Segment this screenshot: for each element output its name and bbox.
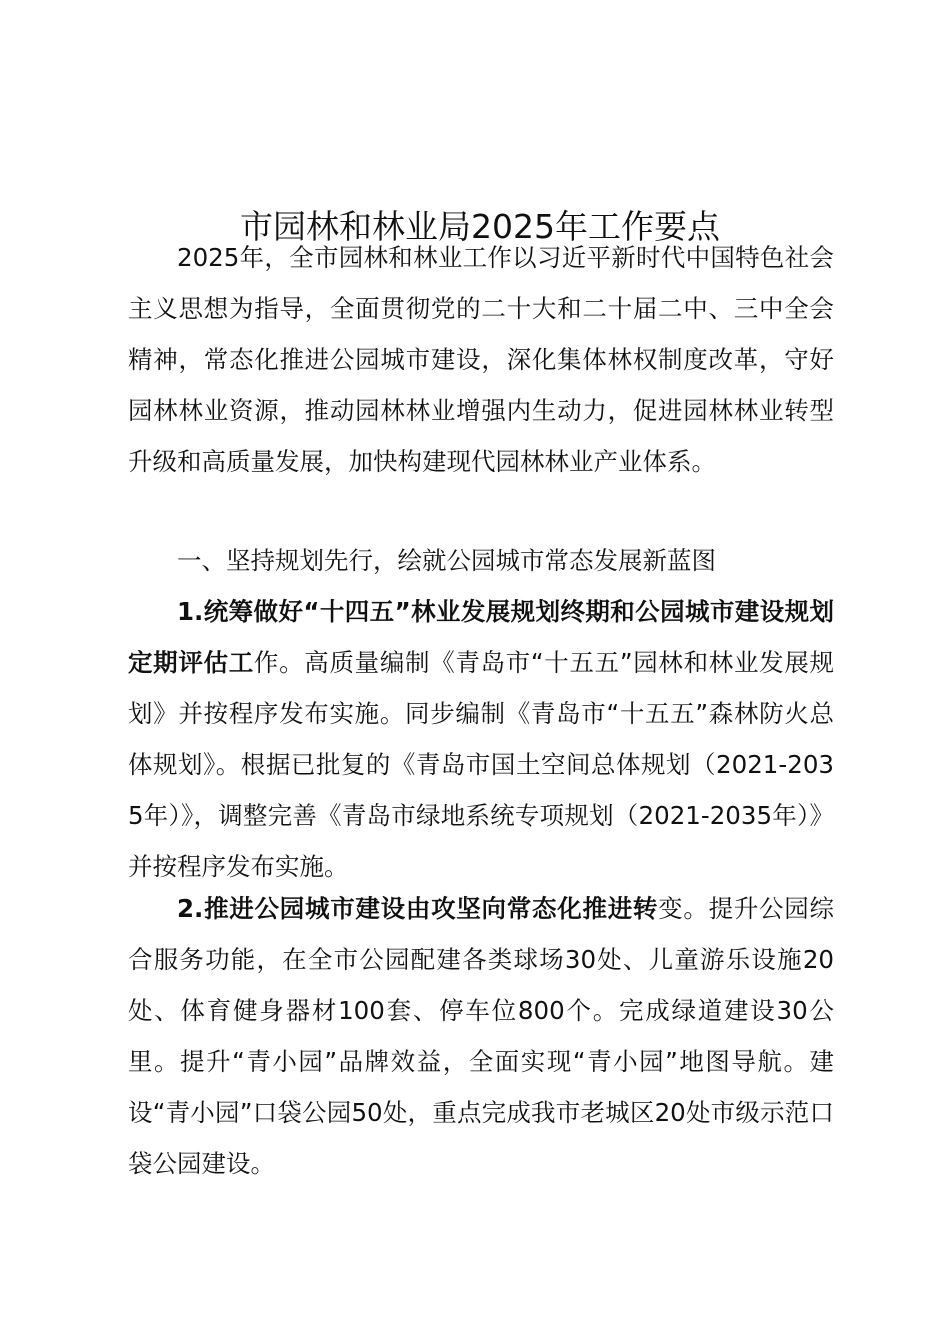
item-paragraph [128,586,834,892]
item-lead: 2.推进公园城市建设由攻坚向常态化推进转 [177,894,659,923]
item-body: 变。提升公园综合服务功能，在全市公园配建各类球场30处、儿童游乐设施20处、体育健身器材100套、停车位800个。完成绿道建设30公里。提升“青小园”品牌效益，全面实现“青小园”地图导航。建设“青小园”口袋公园50处，重点完成我市老城区20处市级示范口袋公园建设。 [128,894,834,1178]
item-1-block [128,586,834,892]
section-heading: 一、坚持规划先行，绘就公园城市常态发展新蓝图 [177,546,716,575]
section-1-block [128,535,834,586]
item-2-block [128,883,834,1189]
document-title: 市园林和林业局2025年工作要点 [240,207,720,247]
item-lead: 1.统筹做好“十四五”林业发展规划终期和公园城市建设规划定期评估工 [128,597,834,677]
item-paragraph [128,883,834,1189]
intro-block [128,232,834,487]
item-body: 作。高质量编制《青岛市“十五五”园林和林业发展规划》并按程序发布实施。同步编制《青岛市“十五五”森林防火总体规划》。根据已批复的《青岛市国土空间总体规划（2021-2035年）》，调整完善《青岛市绿地系统专项规划（2021-2035年）》并按程序发布实施。 [128,648,835,881]
intro-paragraph: 2025年，全市园林和林业工作以习近平新时代中国特色社会主义思想为指导，全面贯彻党的二十大和二十届二中、三中全会精神，常态化推进公园城市建设，深化集体林权制度改革，守好园林林业资源，推动园林林业增强内生动力，促进园林林业转型升级和高质量发展，加快构建现代园林林业产业体系。 [128,243,834,476]
